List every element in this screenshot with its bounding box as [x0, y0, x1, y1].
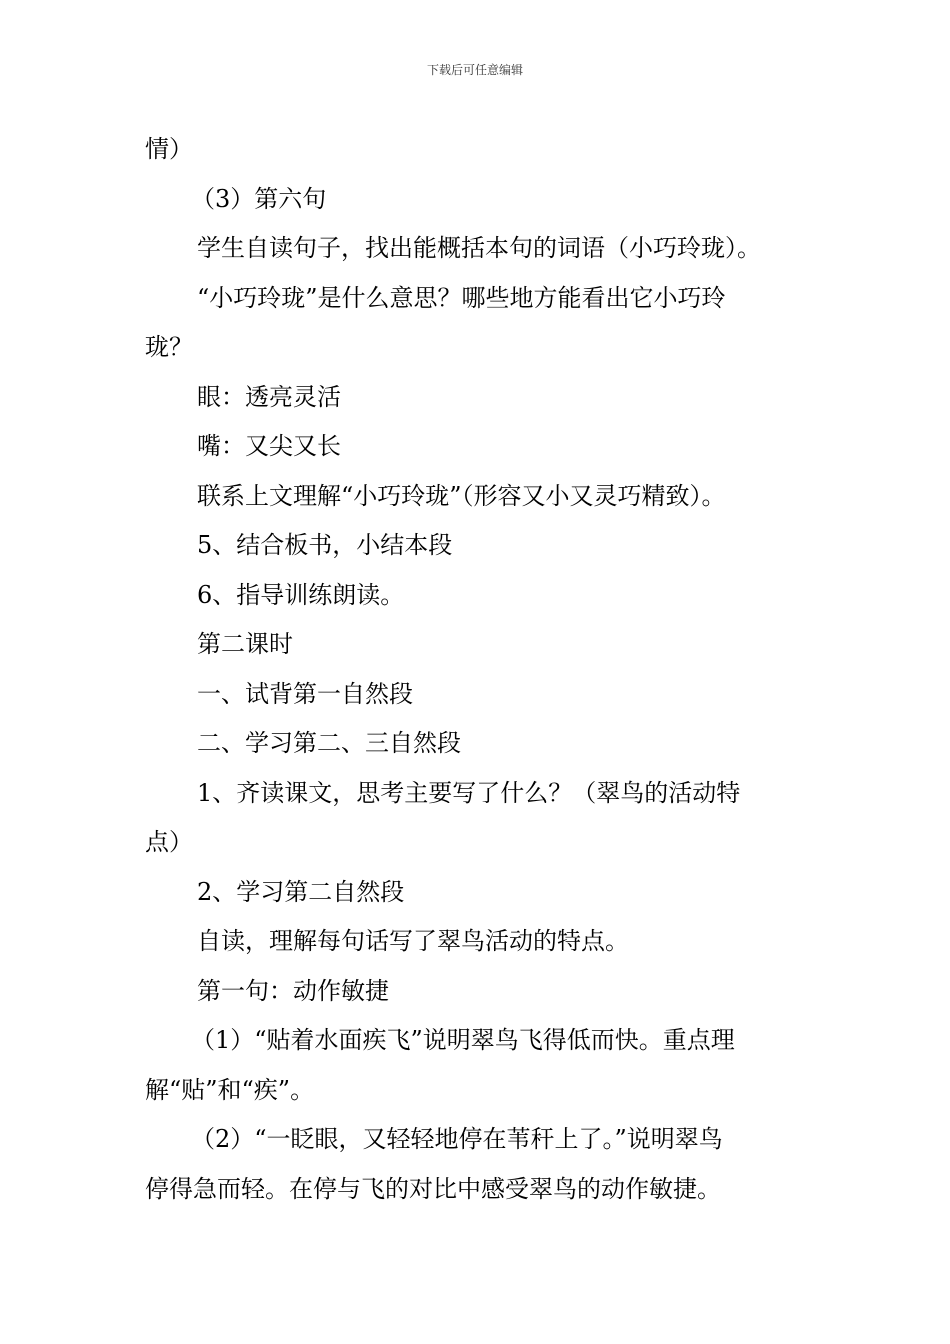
section-heading: 第二课时	[197, 630, 293, 658]
text-line: 6、指导训练朗读。	[197, 580, 405, 609]
text-line: （2）“一眨眼，又轻轻地停在苇秆上了。”说明翠鸟	[191, 1125, 723, 1153]
text-line: 学生自读句子，找出能概括本句的词语（小巧玲珑）。	[197, 234, 761, 262]
text-line: 停得急而轻。在停与飞的对比中感受翠鸟的动作敏捷。	[145, 1174, 721, 1203]
text-line: 情）	[145, 135, 193, 163]
text-line: “小巧玲珑”是什么意思？哪些地方能看出它小巧玲	[197, 283, 726, 312]
text-line: 联系上文理解“小巧玲珑”（形容又小又灵巧精致）。	[197, 481, 726, 510]
text-line: 5、结合板书，小结本段	[197, 531, 453, 559]
text-line: 珑？	[145, 333, 193, 361]
text-line: 嘴：又尖又长	[197, 432, 341, 460]
text-line: 点）	[145, 828, 193, 856]
text-line: 二、学习第二、三自然段	[197, 729, 461, 757]
text-line: （1）“贴着水面疾飞”说明翠鸟飞得低而快。重点理	[191, 1026, 735, 1054]
text-line: 眼：透亮灵活	[197, 382, 341, 411]
page-header-note: 下载后可任意编辑	[426, 63, 523, 77]
text-line: 解“贴”和“疾”。	[145, 1075, 315, 1104]
text-line: 2、学习第二自然段	[197, 877, 405, 906]
text-line: （3）第六句	[191, 184, 327, 213]
text-line: 第一句：动作敏捷	[197, 976, 389, 1005]
text-line: 自读，理解每句话写了翠鸟活动的特点。	[197, 927, 629, 955]
text-line: 1、齐读课文，思考主要写了什么？（翠鸟的活动特	[197, 778, 741, 807]
text-line: 一、试背第一自然段	[197, 679, 413, 708]
document-body	[145, 125, 810, 1214]
